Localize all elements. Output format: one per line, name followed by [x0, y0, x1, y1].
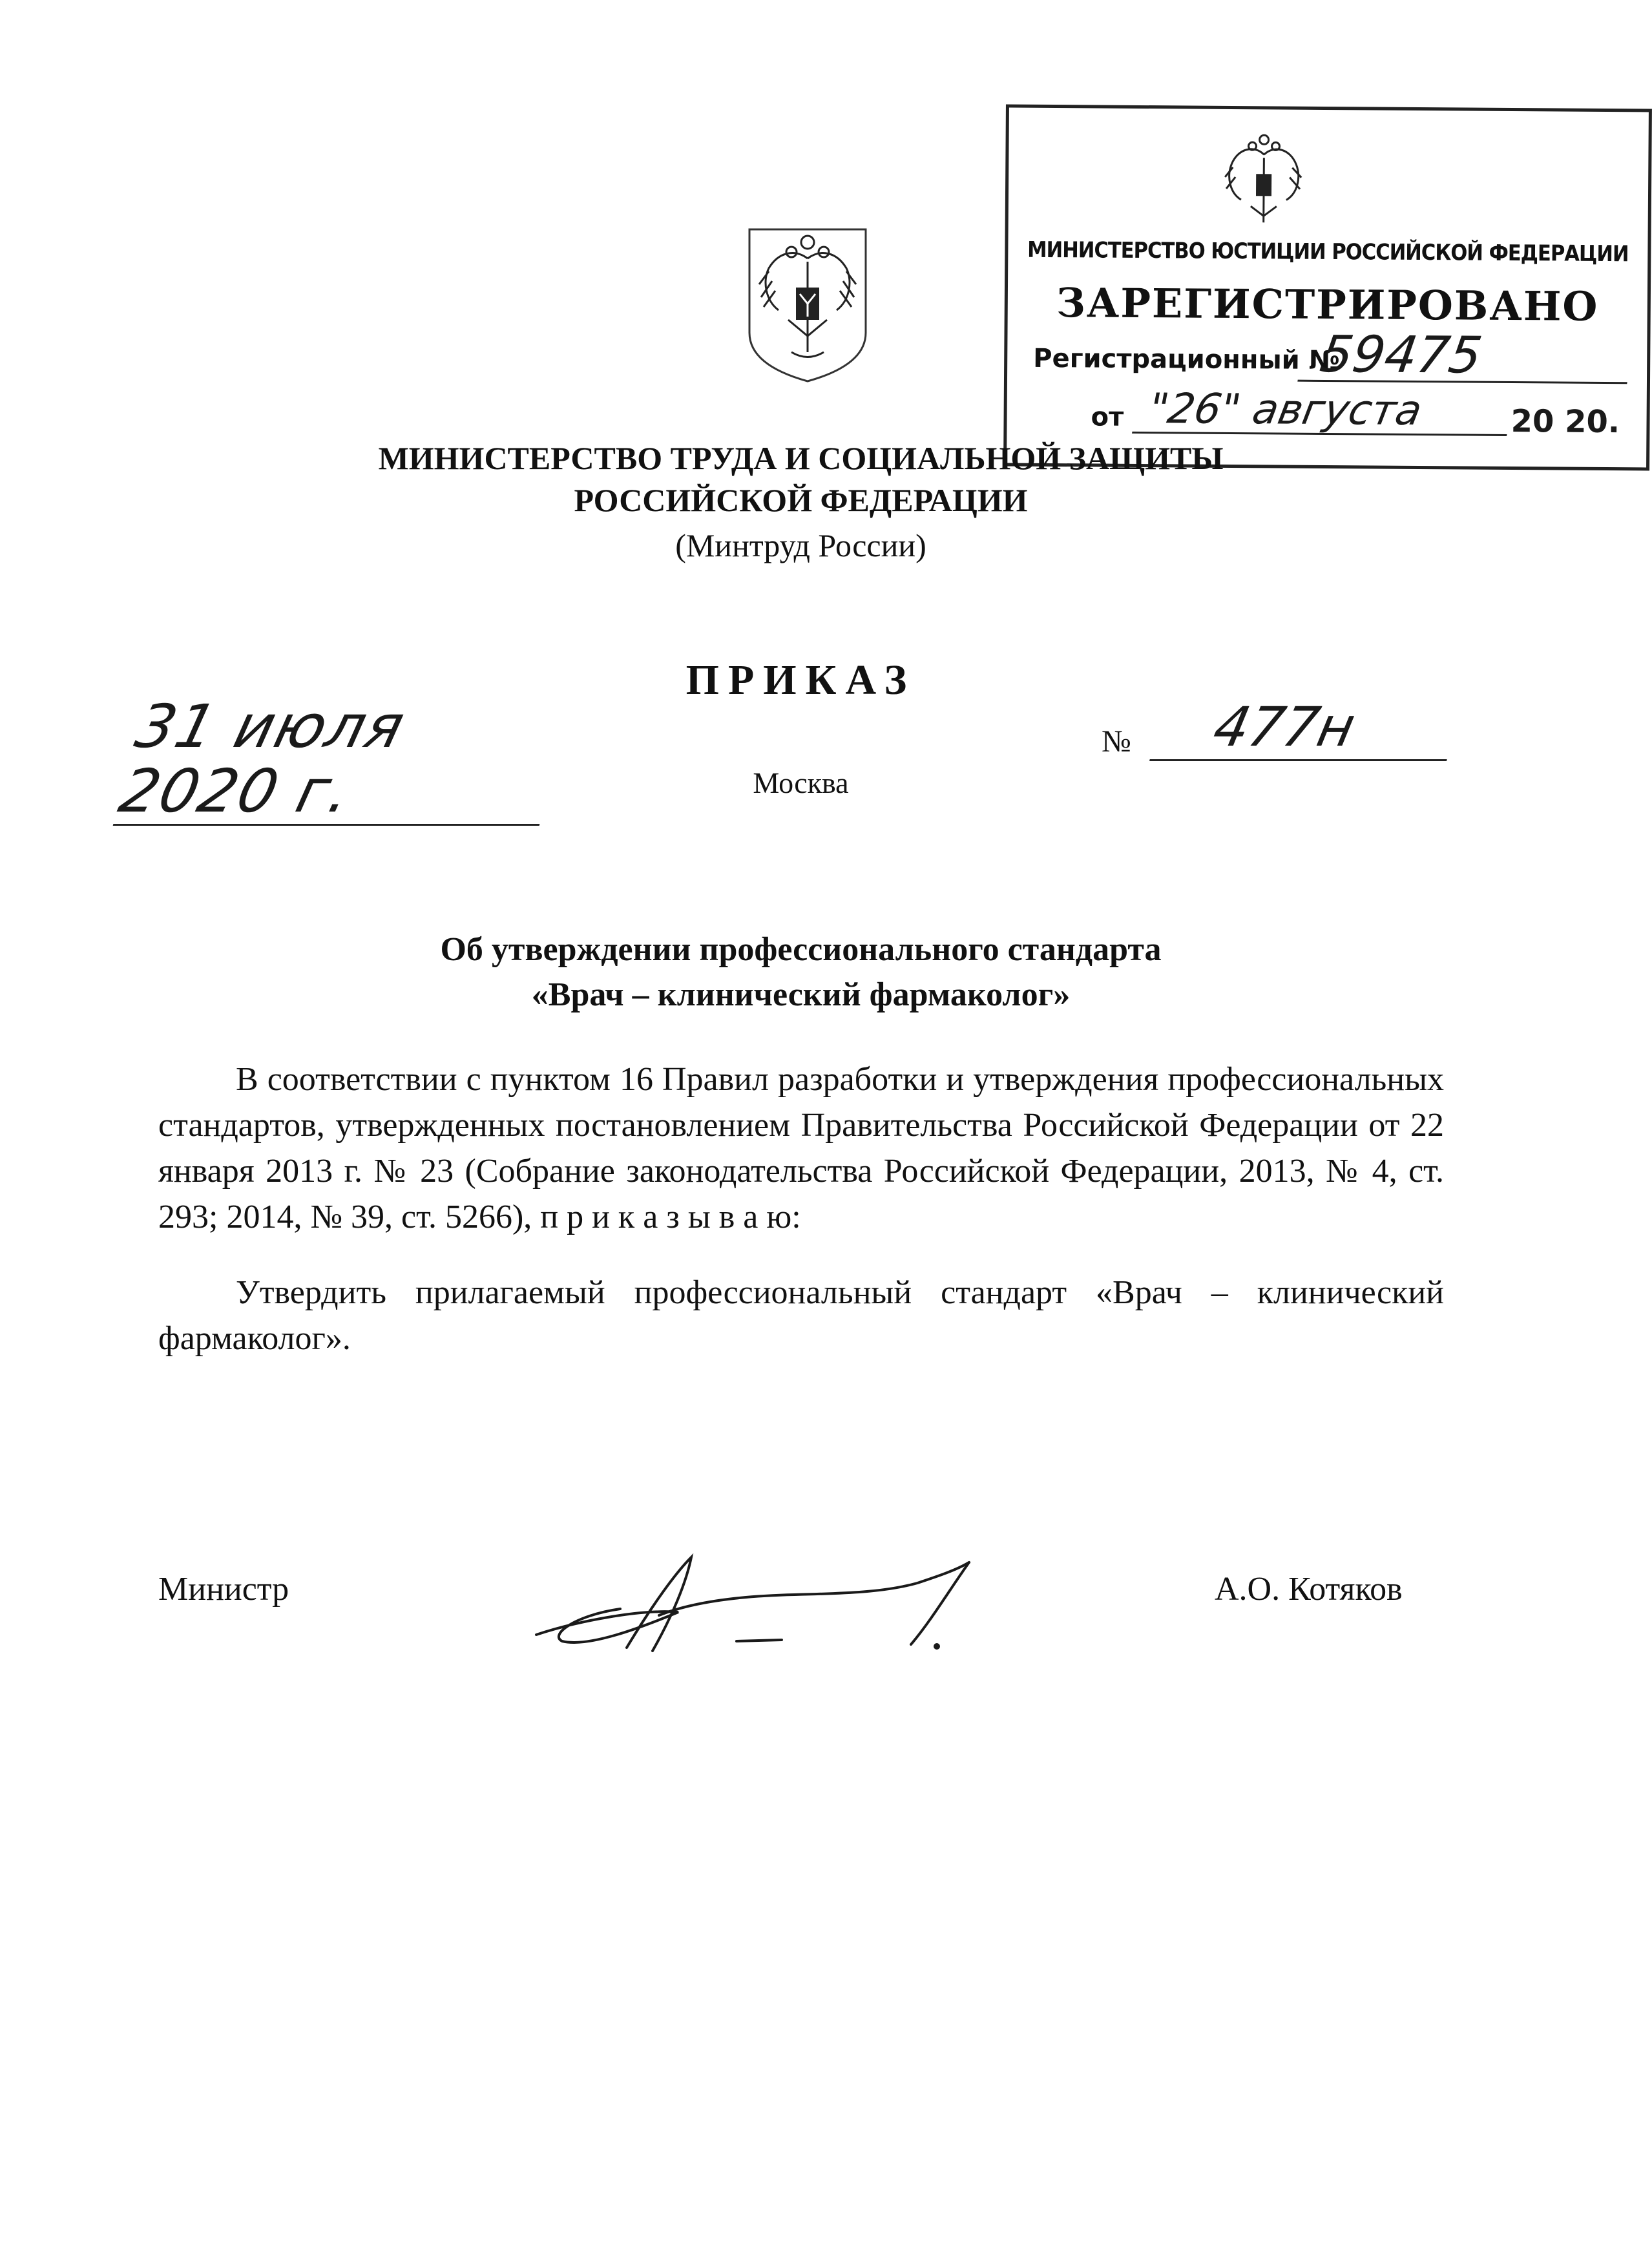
stamp-date-handwritten: "26" августа — [1132, 386, 1515, 436]
order-date: 31 июля 2020 г. — [113, 695, 572, 826]
subject-line2: «Врач – клинический фармаколог» — [531, 976, 1071, 1013]
stamp-ministry-name: МИНИСТЕРСТВО ЮСТИЦИИ РОССИЙСКОЙ ФЕДЕРАЦИИ — [1027, 236, 1629, 268]
order-number-sign: № — [1102, 724, 1131, 759]
stamp-year: 20 20. — [1511, 403, 1620, 441]
signatory-title: Министр — [158, 1571, 289, 1608]
stamp-registration-label: Регистрационный № — [1033, 343, 1340, 376]
stamp-registration-number: 59475 — [1297, 330, 1635, 384]
ministry-name-line2: РОССИЙСКОЙ ФЕДЕРАЦИИ — [574, 482, 1028, 518]
handwritten-signature — [523, 1538, 988, 1667]
ministry-name-line1: МИНИСТЕРСТВО ТРУДА И СОЦИАЛЬНОЙ ЗАЩИТЫ — [378, 440, 1224, 476]
city: Москва — [753, 766, 849, 799]
signatory-name: А.О. Котяков — [1215, 1571, 1403, 1608]
stamp-date-prefix: от — [1091, 402, 1124, 432]
registration-stamp — [1003, 105, 1652, 471]
subject-line1: Об утверждении профессионального стандарта — [440, 931, 1162, 968]
body-paragraph-1: В соответствии с пунктом 16 Правил разработки и утверждения профессиональных стандартов, утвержденных постановлением Правительства Российской Федерации от 22 января 2013 г. № 23 (Собрание законодательства Российской Федерации, 2013, № 4, ст. 293; 2014, № 39, ст. 5266), п р и к а з ы в а ю: — [158, 1061, 1444, 1235]
order-number: 477н — [1149, 695, 1461, 761]
document-title: ПРИКАЗ — [685, 656, 916, 704]
body-paragraph-2: Утвердить прилагаемый профессиональный стандарт «Врач – клинический фармаколог». — [158, 1274, 1444, 1357]
coat-of-arms-icon — [743, 223, 872, 384]
ministry-short-name: (Минтруд России) — [675, 527, 926, 563]
stamp-status: ЗАРЕГИСТРИРОВАНО — [1056, 279, 1599, 330]
stamp-coat-of-arms-icon — [1218, 132, 1310, 229]
